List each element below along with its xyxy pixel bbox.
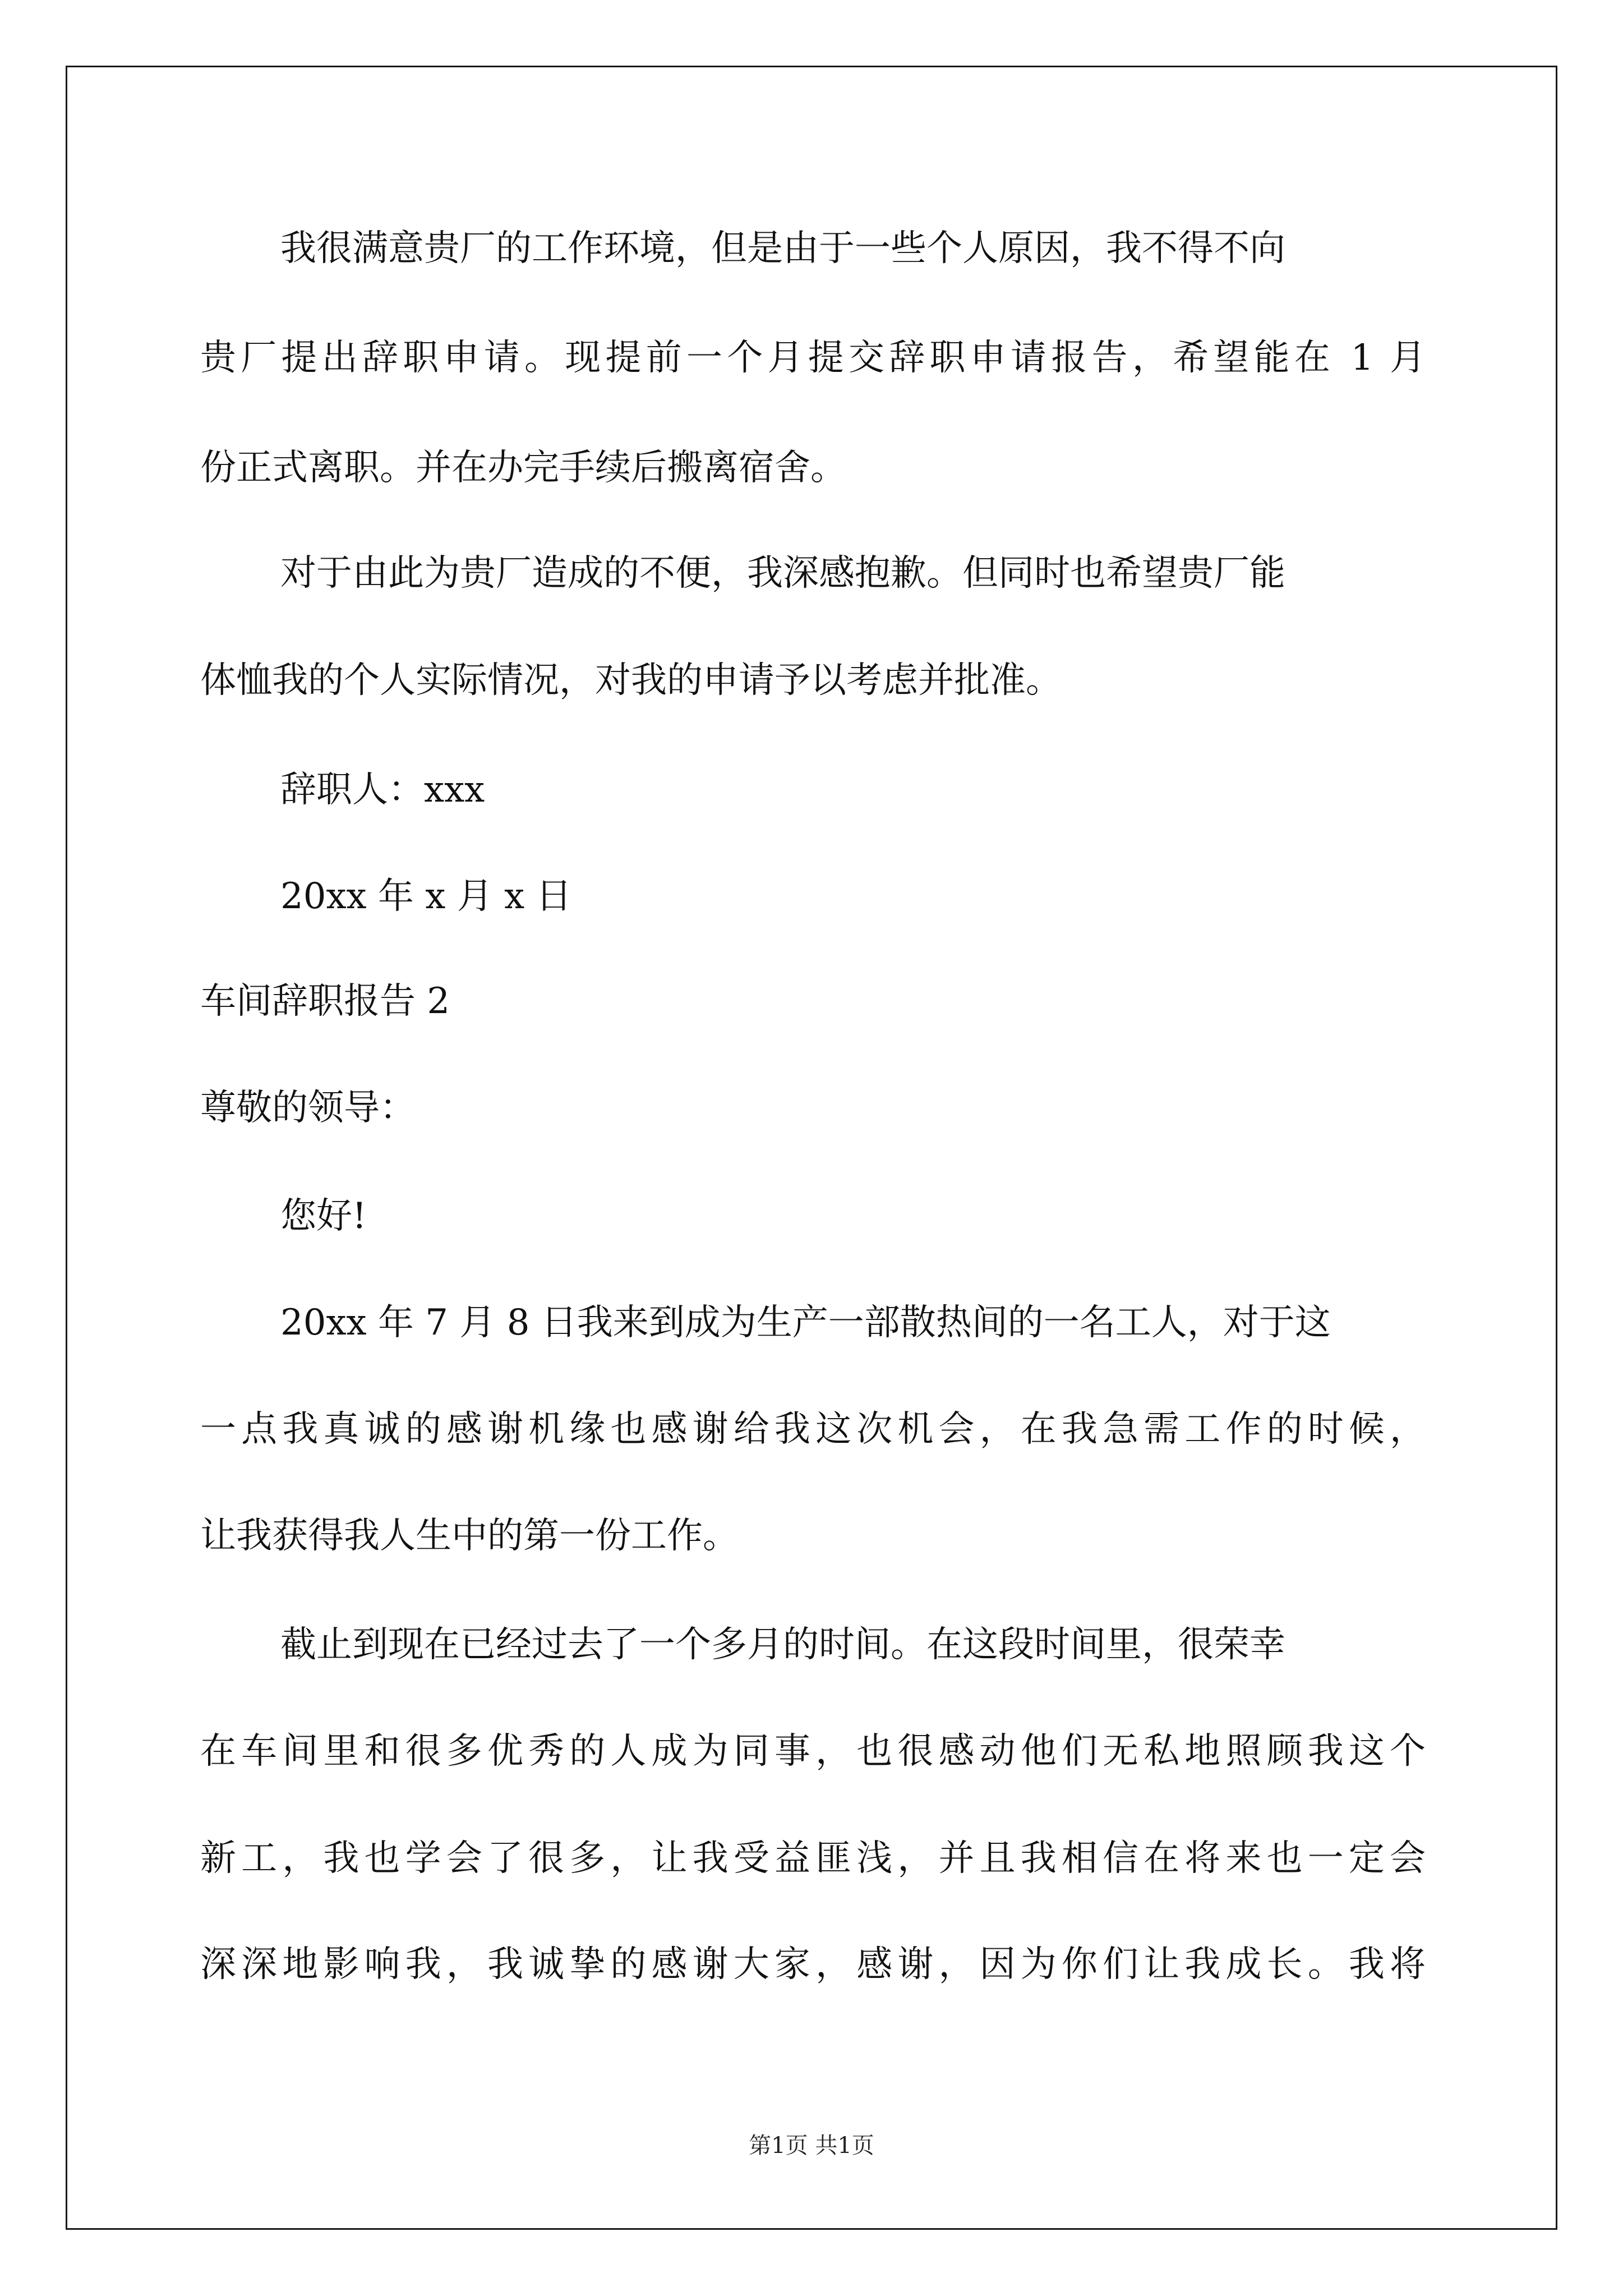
- signature-name: 辞职人：xxx: [280, 769, 485, 811]
- paragraph-3-line-1: 20xx 年 7 月 8 日我来到成为生产一部散热间的一名工人，对于这: [280, 1302, 1331, 1343]
- page-footer: 第1页 共1页: [749, 2133, 874, 2159]
- paragraph-4-line-3: 新工，我也学会了很多，让我受益匪浅，并且我相信在将来也一定会: [200, 1838, 1426, 1879]
- page-border: [66, 66, 1557, 2230]
- section-heading: 车间辞职报告 2: [200, 981, 450, 1022]
- greeting: 您好!: [280, 1195, 367, 1237]
- paragraph-3-line-2: 一点我真诚的感谢机缘也感谢给我这次机会，在我急需工作的时候，: [200, 1409, 1426, 1450]
- paragraph-4-line-1: 截止到现在已经过去了一个多月的时间。在这段时间里，很荣幸: [280, 1624, 1285, 1665]
- paragraph-1-line-2: 贵厂提出辞职申请。现提前一个月提交辞职申请报告，希望能在 1 月: [200, 337, 1426, 379]
- paragraph-3-line-3: 让我获得我人生中的第一份工作。: [200, 1515, 739, 1557]
- paragraph-4-line-4: 深深地影响我，我诚挚的感谢大家，感谢，因为你们让我成长。我将: [200, 1944, 1426, 1985]
- salutation: 尊敬的领导：: [200, 1087, 416, 1129]
- paragraph-2-line-1: 对于由此为贵厂造成的不便，我深感抱歉。但同时也希望贵厂能: [280, 553, 1285, 594]
- signature-date: 20xx 年 x 月 x 日: [280, 876, 572, 917]
- paragraph-1-line-3: 份正式离职。并在办完手续后搬离宿舍。: [200, 447, 846, 489]
- paragraph-4-line-2: 在车间里和很多优秀的人成为同事，也很感动他们无私地照顾我这个: [200, 1731, 1426, 1772]
- paragraph-1-line-1: 我很满意贵厂的工作环境，但是由于一些个人原因，我不得不向: [280, 228, 1285, 269]
- paragraph-2-line-2: 体恤我的个人实际情况，对我的申请予以考虑并批准。: [200, 660, 1062, 701]
